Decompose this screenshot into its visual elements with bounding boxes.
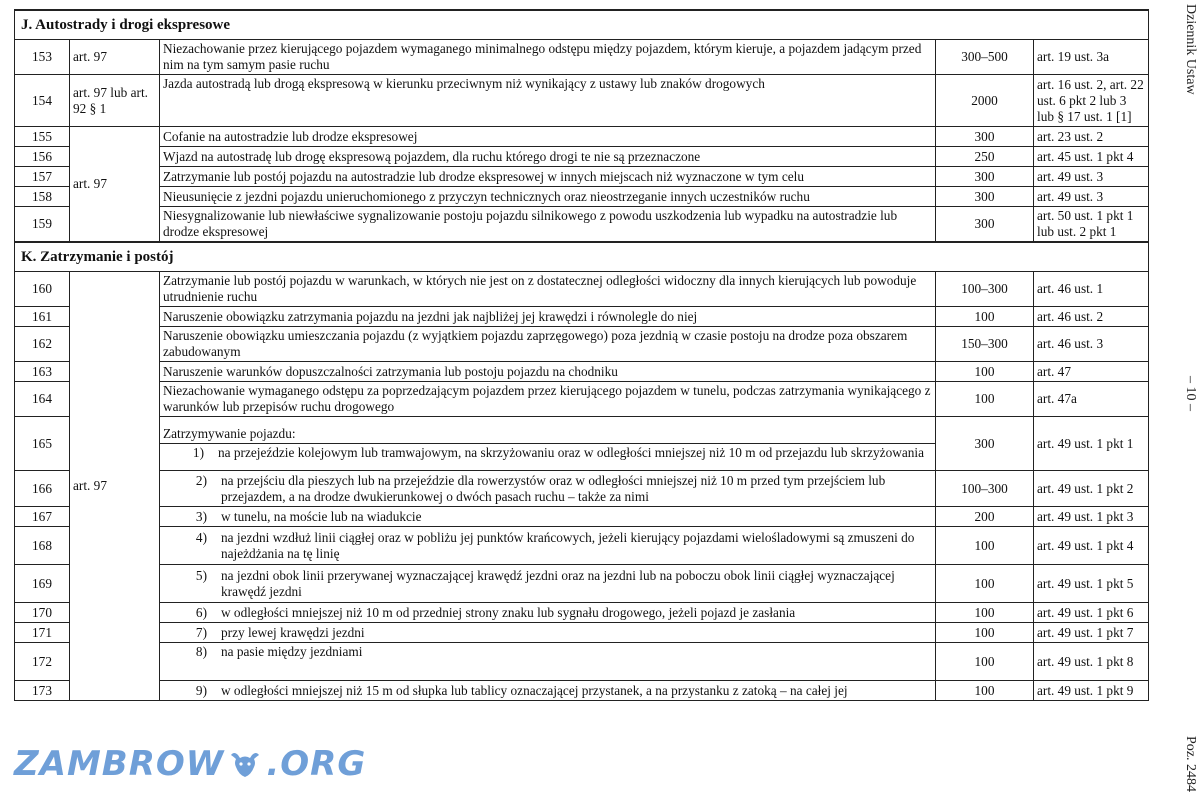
table-row bbox=[15, 565, 1149, 603]
offence-description bbox=[160, 565, 936, 603]
section-title-k: K. Zatrzymanie i postój bbox=[15, 242, 1149, 272]
legal-basis: art. 49 ust. 1 pkt 7 bbox=[1034, 623, 1149, 643]
subitem-text: w odległości mniejszej niż 10 m od przedniej strony znaku lub sygnału drogowego, jeżeli pojazd je zasłania bbox=[221, 604, 796, 620]
row-number: 166 bbox=[15, 471, 70, 507]
subitem-index: 1) bbox=[192, 445, 204, 460]
subitem-text: przy lewej krawędzi jezdni bbox=[221, 624, 365, 640]
subitem-index: 6) bbox=[195, 604, 207, 620]
table-row bbox=[15, 623, 1149, 643]
row-number: 157 bbox=[15, 167, 70, 187]
legal-basis: art. 23 ust. 2 bbox=[1034, 127, 1149, 147]
offence-description: Jazda autostradą lub drogą ekspresową w kierunku przeciwnym niż wynikający z ustawy lub znaków drogowych bbox=[160, 75, 936, 127]
offence-description: Wjazd na autostradę lub drogę ekspresową pojazdem, dla ruchu którego drogi te nie są przeznaczone bbox=[160, 147, 936, 167]
row-number: 170 bbox=[15, 603, 70, 623]
row-number: 171 bbox=[15, 623, 70, 643]
subitem bbox=[163, 605, 932, 621]
subitem-text: na przejściu dla pieszych lub na przejeździe dla rowerzystów oraz w odległości mniejszej niż 10 m przed tym przejściem lub przejazdem, a na drodze dwukierunkowej o dwóch pasach ruchu – także za nimi bbox=[221, 472, 886, 504]
legal-basis: art. 47a bbox=[1034, 382, 1149, 417]
row-number: 161 bbox=[15, 307, 70, 327]
subitem bbox=[163, 683, 932, 699]
table-row bbox=[15, 527, 1149, 565]
row-number: 168 bbox=[15, 527, 70, 565]
table-row bbox=[15, 382, 1149, 417]
subitem bbox=[163, 473, 932, 505]
section-header-j bbox=[15, 10, 1149, 40]
row-number: 160 bbox=[15, 272, 70, 307]
subitem-text: na przejeździe kolejowym lub tramwajowym, na skrzyżowaniu oraz w odległości mniejszej niż 10 m od przejazdu lub skrzyżowania bbox=[218, 445, 924, 460]
offence-description: Naruszenie warunków dopuszczalności zatrzymania lub postoju pojazdu na chodniku bbox=[160, 362, 936, 382]
fine-amount: 300 bbox=[936, 187, 1034, 207]
subitem bbox=[163, 568, 932, 600]
subitem bbox=[163, 509, 932, 525]
fine-amount: 100 bbox=[936, 643, 1034, 681]
penalty-article: art. 97 bbox=[70, 127, 160, 243]
penalty-article: art. 97 bbox=[70, 40, 160, 75]
fine-amount: 2000 bbox=[936, 75, 1034, 127]
position-number: Poz. 2484 bbox=[1183, 736, 1198, 792]
fine-amount: 100 bbox=[936, 382, 1034, 417]
legal-basis: art. 46 ust. 2 bbox=[1034, 307, 1149, 327]
subitem-index: 5) bbox=[195, 567, 207, 583]
fine-amount: 100 bbox=[936, 565, 1034, 603]
offence-description: Zatrzymanie lub postój pojazdu na autostradzie lub drodze ekspresowej w innych miejscach niż wyznaczone w tym celu bbox=[160, 167, 936, 187]
row-number: 172 bbox=[15, 643, 70, 681]
legal-basis: art. 49 ust. 1 pkt 5 bbox=[1034, 565, 1149, 603]
fines-table bbox=[14, 9, 1149, 701]
subitem-index: 4) bbox=[195, 529, 207, 545]
legal-basis: art. 49 ust. 1 pkt 4 bbox=[1034, 527, 1149, 565]
page-number: – 10 – bbox=[1183, 376, 1198, 411]
table-row bbox=[15, 327, 1149, 362]
site-watermark-logo bbox=[14, 742, 366, 786]
fine-amount: 100–300 bbox=[936, 272, 1034, 307]
offence-description: Naruszenie obowiązku zatrzymania pojazdu na jezdni jak najbliżej jej krawędzi i równolegle do niej bbox=[160, 307, 936, 327]
table-row bbox=[15, 507, 1149, 527]
row-number: 165 bbox=[15, 417, 70, 471]
offence-description bbox=[160, 507, 936, 527]
row-number: 169 bbox=[15, 565, 70, 603]
offence-description: Niesygnalizowanie lub niewłaściwe sygnalizowanie postoju pojazdu silnikowego z powodu uszkodzenia lub wypadku na autostradzie lub drodze ekspresowej bbox=[160, 207, 936, 243]
fine-amount: 300–500 bbox=[936, 40, 1034, 75]
penalty-article: art. 97 lub art. 92 § 1 bbox=[70, 75, 160, 127]
offence-description: Naruszenie obowiązku umieszczania pojazdu (z wyjątkiem pojazdu zaprzęgowego) poza jezdnią w czasie postoju na drodze poza obszarem zabudowanym bbox=[160, 327, 936, 362]
legal-basis: art. 49 ust. 1 pkt 8 bbox=[1034, 643, 1149, 681]
subitem-text: na jezdni obok linii przerywanej wyznaczającej krawędź jezdni oraz na jezdni lub na poboczu obok linii ciągłej wyznaczającej krawędź jezdni bbox=[221, 567, 895, 599]
fine-amount: 300 bbox=[936, 167, 1034, 187]
legal-basis: art. 19 ust. 3a bbox=[1034, 40, 1149, 75]
table-row bbox=[15, 681, 1149, 701]
legal-basis: art. 49 ust. 3 bbox=[1034, 167, 1149, 187]
table-row bbox=[15, 187, 1149, 207]
offence-description bbox=[160, 643, 936, 681]
row-number: 164 bbox=[15, 382, 70, 417]
legal-basis: art. 16 ust. 2, art. 22 ust. 6 pkt 2 lub 3 lub § 17 ust. 1 [1] bbox=[1034, 75, 1149, 127]
subitem-text: w odległości mniejszej niż 15 m od słupka lub tablicy oznaczającej przystanek, a na przystanku z zatoką – na całej jej bbox=[221, 682, 848, 698]
subgroup-lead: Zatrzymywanie pojazdu: bbox=[160, 425, 935, 444]
fine-amount: 100–300 bbox=[936, 471, 1034, 507]
legal-basis: art. 47 bbox=[1034, 362, 1149, 382]
table-row bbox=[15, 307, 1149, 327]
fine-amount: 100 bbox=[936, 307, 1034, 327]
row-number: 173 bbox=[15, 681, 70, 701]
legal-basis: art. 49 ust. 1 pkt 1 bbox=[1034, 417, 1149, 471]
table-row bbox=[15, 471, 1149, 507]
subitem-text: na jezdni wzdłuż linii ciągłej oraz w pobliżu jej punktów krańcowych, jeżeli kierujący pojazdami wielośladowymi są zmuszeni do najeżdżania na tę linię bbox=[221, 529, 915, 561]
fine-amount: 100 bbox=[936, 362, 1034, 382]
row-number: 167 bbox=[15, 507, 70, 527]
bison-head-icon bbox=[228, 749, 262, 779]
subitem bbox=[163, 644, 932, 660]
offence-description bbox=[160, 603, 936, 623]
offence-description bbox=[160, 417, 936, 471]
legal-basis: art. 49 ust. 1 pkt 6 bbox=[1034, 603, 1149, 623]
fine-amount: 300 bbox=[936, 207, 1034, 243]
fine-amount: 200 bbox=[936, 507, 1034, 527]
subitem bbox=[163, 625, 932, 641]
logo-text-left: ZAMBROW bbox=[14, 744, 225, 784]
table-row bbox=[15, 75, 1149, 127]
table-row bbox=[15, 167, 1149, 187]
section-header-k bbox=[15, 242, 1149, 272]
fine-amount: 100 bbox=[936, 603, 1034, 623]
penalty-article: art. 97 bbox=[70, 272, 160, 701]
table-row bbox=[15, 40, 1149, 75]
subitem-index: 8) bbox=[195, 644, 207, 659]
legal-basis: art. 49 ust. 3 bbox=[1034, 187, 1149, 207]
legal-basis: art. 49 ust. 1 pkt 2 bbox=[1034, 471, 1149, 507]
offence-description: Niezachowanie wymaganego odstępu za poprzedzającym pojazdem przez kierującego pojazdem w tunelu, podczas zatrzymania wynikającego z warunków lub przepisów ruchu drogowego bbox=[160, 382, 936, 417]
offence-description bbox=[160, 527, 936, 565]
fine-amount: 300 bbox=[936, 127, 1034, 147]
table-row bbox=[15, 417, 1149, 471]
subitem bbox=[163, 530, 932, 562]
legal-basis: art. 45 ust. 1 pkt 4 bbox=[1034, 147, 1149, 167]
fine-amount: 100 bbox=[936, 527, 1034, 565]
row-number: 158 bbox=[15, 187, 70, 207]
subitem-text: w tunelu, na moście lub na wiadukcie bbox=[221, 508, 422, 524]
row-number: 159 bbox=[15, 207, 70, 243]
table-row bbox=[15, 603, 1149, 623]
row-number: 156 bbox=[15, 147, 70, 167]
offence-description: Zatrzymanie lub postój pojazdu w warunkach, w których nie jest on z dostatecznej odległości widoczny dla innych kierujących lub powoduje utrudnienie ruchu bbox=[160, 272, 936, 307]
table-row bbox=[15, 643, 1149, 681]
subitem-index: 3) bbox=[195, 508, 207, 524]
table-row bbox=[15, 127, 1149, 147]
fine-amount: 100 bbox=[936, 681, 1034, 701]
subitem-index: 7) bbox=[195, 624, 207, 640]
offence-description bbox=[160, 681, 936, 701]
fine-amount: 150–300 bbox=[936, 327, 1034, 362]
logo-text-right: .ORG bbox=[266, 744, 367, 784]
subitem bbox=[160, 444, 935, 462]
fine-amount: 100 bbox=[936, 623, 1034, 643]
subitem-text: na pasie między jezdniami bbox=[221, 644, 363, 659]
table-row bbox=[15, 272, 1149, 307]
table-row bbox=[15, 207, 1149, 243]
row-number: 162 bbox=[15, 327, 70, 362]
offence-description: Cofanie na autostradzie lub drodze ekspresowej bbox=[160, 127, 936, 147]
subitem-index: 2) bbox=[195, 472, 207, 488]
row-number: 154 bbox=[15, 75, 70, 127]
offence-description bbox=[160, 623, 936, 643]
subitem-index: 9) bbox=[195, 682, 207, 698]
offence-description: Nieusunięcie z jezdni pojazdu unieruchomionego z przyczyn technicznych oraz nieostrzeganie innych uczestników ruchu bbox=[160, 187, 936, 207]
row-number: 163 bbox=[15, 362, 70, 382]
table-row bbox=[15, 362, 1149, 382]
offence-description: Niezachowanie przez kierującego pojazdem wymaganego minimalnego odstępu między pojazdem, którym kieruje, a pojazdem jadącym przed nim na tym samym pasie ruchu bbox=[160, 40, 936, 75]
journal-title: Dziennik Ustaw bbox=[1183, 4, 1198, 95]
offence-description bbox=[160, 471, 936, 507]
legal-basis: art. 49 ust. 1 pkt 9 bbox=[1034, 681, 1149, 701]
row-number: 153 bbox=[15, 40, 70, 75]
section-title-j: J. Autostrady i drogi ekspresowe bbox=[15, 10, 1149, 40]
legal-basis: art. 50 ust. 1 pkt 1 lub ust. 2 pkt 1 bbox=[1034, 207, 1149, 243]
legal-basis: art. 46 ust. 1 bbox=[1034, 272, 1149, 307]
table-row bbox=[15, 147, 1149, 167]
legal-basis: art. 46 ust. 3 bbox=[1034, 327, 1149, 362]
legal-basis: art. 49 ust. 1 pkt 3 bbox=[1034, 507, 1149, 527]
row-number: 155 bbox=[15, 127, 70, 147]
fine-amount: 300 bbox=[936, 417, 1034, 471]
page-margin-running-head bbox=[1154, 0, 1200, 802]
fine-amount: 250 bbox=[936, 147, 1034, 167]
